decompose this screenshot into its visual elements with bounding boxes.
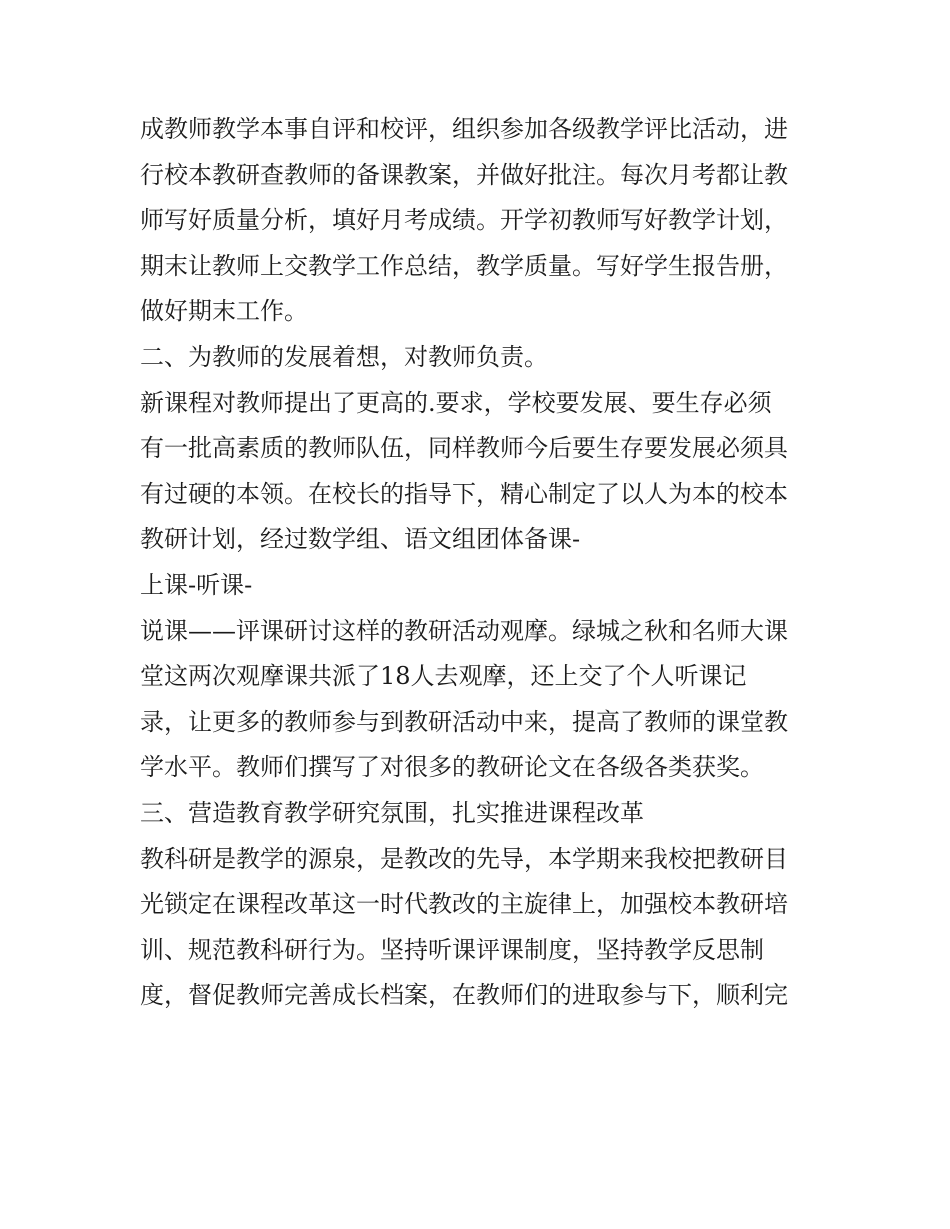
text-line: 度，督促教师完善成长档案，在教师们的进取参与下，顺利完: [140, 981, 788, 1010]
text-line: 有一批高素质的教师队伍，同样教师今后要生存要发展必须具: [140, 434, 788, 463]
text-line: 教科研是教学的源泉，是教改的先导，本学期来我校把教研目: [140, 844, 788, 873]
text-line: 光锁定在课程改革这一时代教改的主旋律上，加强校本教研培: [140, 890, 788, 919]
text-line: 录，让更多的教师参与到教研活动中来，提高了教师的课堂教: [140, 707, 788, 736]
text-line: 教研计划，经过数学组、语文组团体备课-: [140, 525, 581, 554]
text-line: 有过硬的本领。在校长的指导下，精心制定了以人为本的校本: [140, 479, 788, 508]
body-text: [140, 107, 820, 1019]
text-line: 做好期末工作。: [140, 297, 308, 326]
text-line: 学水平。教师们撰写了对很多的教研论文在各级各类获奖。: [140, 753, 764, 782]
text-line: 堂这两次观摩课共派了18人去观摩，还上交了个人听课记: [140, 662, 747, 691]
text-line: 说课——评课研讨这样的教研活动观摩。绿城之秋和名师大课: [140, 616, 788, 645]
text-line: 新课程对教师提出了更高的.要求，学校要发展、要生存必须: [140, 388, 772, 417]
section-heading-2: 二、为教师的发展着想，对教师负责。: [140, 342, 548, 371]
text-line: 行校本教研查教师的备课教案，并做好批注。每次月考都让教: [140, 160, 788, 189]
section-heading-3: 三、营造教育教学研究氛围，扎实推进课程改革: [140, 798, 644, 827]
text-line: 师写好质量分析，填好月考成绩。开学初教师写好教学计划，: [140, 206, 788, 235]
text-line: 期末让教师上交教学工作总结，教学质量。写好学生报告册，: [140, 251, 788, 280]
text-line: 上课-听课-: [140, 570, 253, 599]
text-line: 训、规范教科研行为。坚持听课评课制度，坚持教学反思制: [140, 935, 764, 964]
text-line: 成教师教学本事自评和校评，组织参加各级教学评比活动，进: [140, 115, 788, 143]
